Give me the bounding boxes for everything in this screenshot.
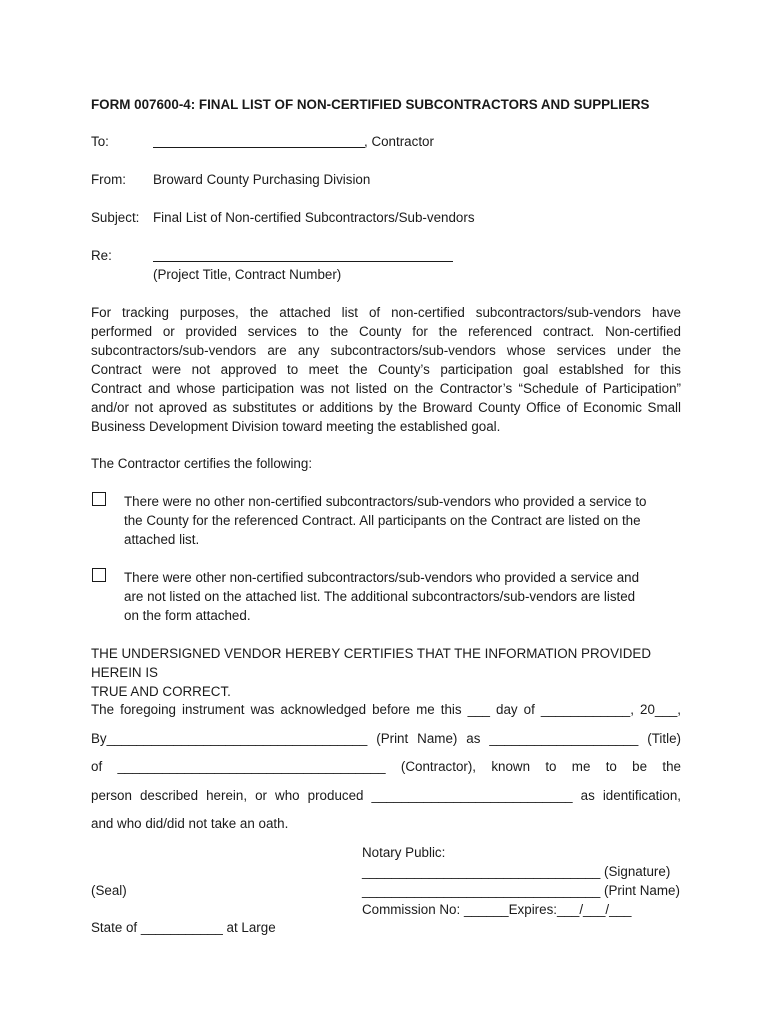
from-value: Broward County Purchasing Division bbox=[153, 172, 371, 187]
certification-line: THE UNDERSIGNED VENDOR HEREBY CERTIFIES THAT THE INFORMATION PROVIDED HEREIN IS bbox=[91, 646, 651, 680]
subject-label: Subject: bbox=[91, 210, 140, 225]
certifies-intro: The Contractor certifies the following: bbox=[91, 456, 313, 471]
intro-line: Business Development Division toward meeting the established goal. bbox=[91, 419, 501, 434]
to-label: To: bbox=[91, 134, 109, 149]
of-contractor-line: of ____________________________________ (Contractor), known to me to be the bbox=[91, 759, 681, 774]
oath-line: and who did/did not take an oath. bbox=[91, 816, 289, 831]
intro-line: For tracking purposes, the attached list of non-certified subcontractors/sub-vendors have bbox=[91, 305, 681, 320]
certification-statement bbox=[91, 644, 681, 701]
by-print-name-line: By___________________________________ (Print Name) as ____________________ (Title) bbox=[91, 731, 681, 746]
commission-line: Commission No: ______Expires:___/___/___ bbox=[362, 902, 632, 917]
form-title: FORM 007600-4: FINAL LIST OF NON-CERTIFIED SUBCONTRACTORS AND SUPPLIERS bbox=[91, 97, 650, 112]
option-no-other-checkbox[interactable] bbox=[92, 492, 106, 506]
notary-print-name-line: ________________________________ (Print Name) bbox=[362, 883, 680, 898]
intro-line: Contract and whose participation was not listed on the Contractor’s “Schedule of Participation” bbox=[91, 381, 681, 396]
re-label: Re: bbox=[91, 248, 112, 263]
intro-line: performed or provided services to the County for the referenced contract. Non-certified bbox=[91, 324, 681, 339]
intro-line: and/or not aproved as substitutes or additions by the Broward County Office of Economic Small bbox=[91, 400, 681, 415]
intro-line: Contract were not approved to meet the County’s participation goal establshed for this bbox=[91, 362, 681, 377]
option1-line: There were no other non-certified subcontractors/sub-vendors who provided a service to bbox=[124, 494, 647, 509]
option1-line: the County for the referenced Contract. All participants on the Contract are listed on the bbox=[124, 513, 641, 528]
to-contractor-field[interactable] bbox=[153, 147, 365, 148]
certification-line: TRUE AND CORRECT. bbox=[91, 684, 231, 699]
seal-label: (Seal) bbox=[91, 883, 127, 898]
option2-line: There were other non-certified subcontractors/sub-vendors who provided a service and bbox=[124, 570, 640, 585]
option1-line: attached list. bbox=[124, 532, 200, 547]
re-hint: (Project Title, Contract Number) bbox=[153, 267, 342, 282]
re-project-field[interactable] bbox=[153, 261, 453, 262]
option-no-other-text bbox=[124, 492, 680, 549]
subject-value: Final List of Non-certified Subcontractors/Sub-vendors bbox=[153, 210, 475, 225]
notary-public-label: Notary Public: bbox=[362, 845, 446, 860]
notary-signature-line: ________________________________ (Signature) bbox=[362, 864, 671, 879]
intro-paragraph bbox=[91, 303, 681, 436]
state-line: State of ___________ at Large bbox=[91, 920, 276, 935]
option-other-text bbox=[124, 568, 680, 625]
acknowledgement-line: The foregoing instrument was acknowledged before me this ___ day of ____________, 20___, bbox=[91, 702, 681, 717]
to-suffix: , Contractor bbox=[364, 134, 434, 149]
option2-line: on the form attached. bbox=[124, 608, 251, 623]
from-label: From: bbox=[91, 172, 126, 187]
intro-line: subcontractors/sub-vendors are any subcontractors/sub-vendors whose services under the bbox=[91, 343, 681, 358]
option2-line: are not listed on the attached list. The additional subcontractors/sub-vendors are listed bbox=[124, 589, 636, 604]
identification-line: person described herein, or who produced ___________________________ as identification, bbox=[91, 788, 681, 803]
option-other-checkbox[interactable] bbox=[92, 568, 106, 582]
